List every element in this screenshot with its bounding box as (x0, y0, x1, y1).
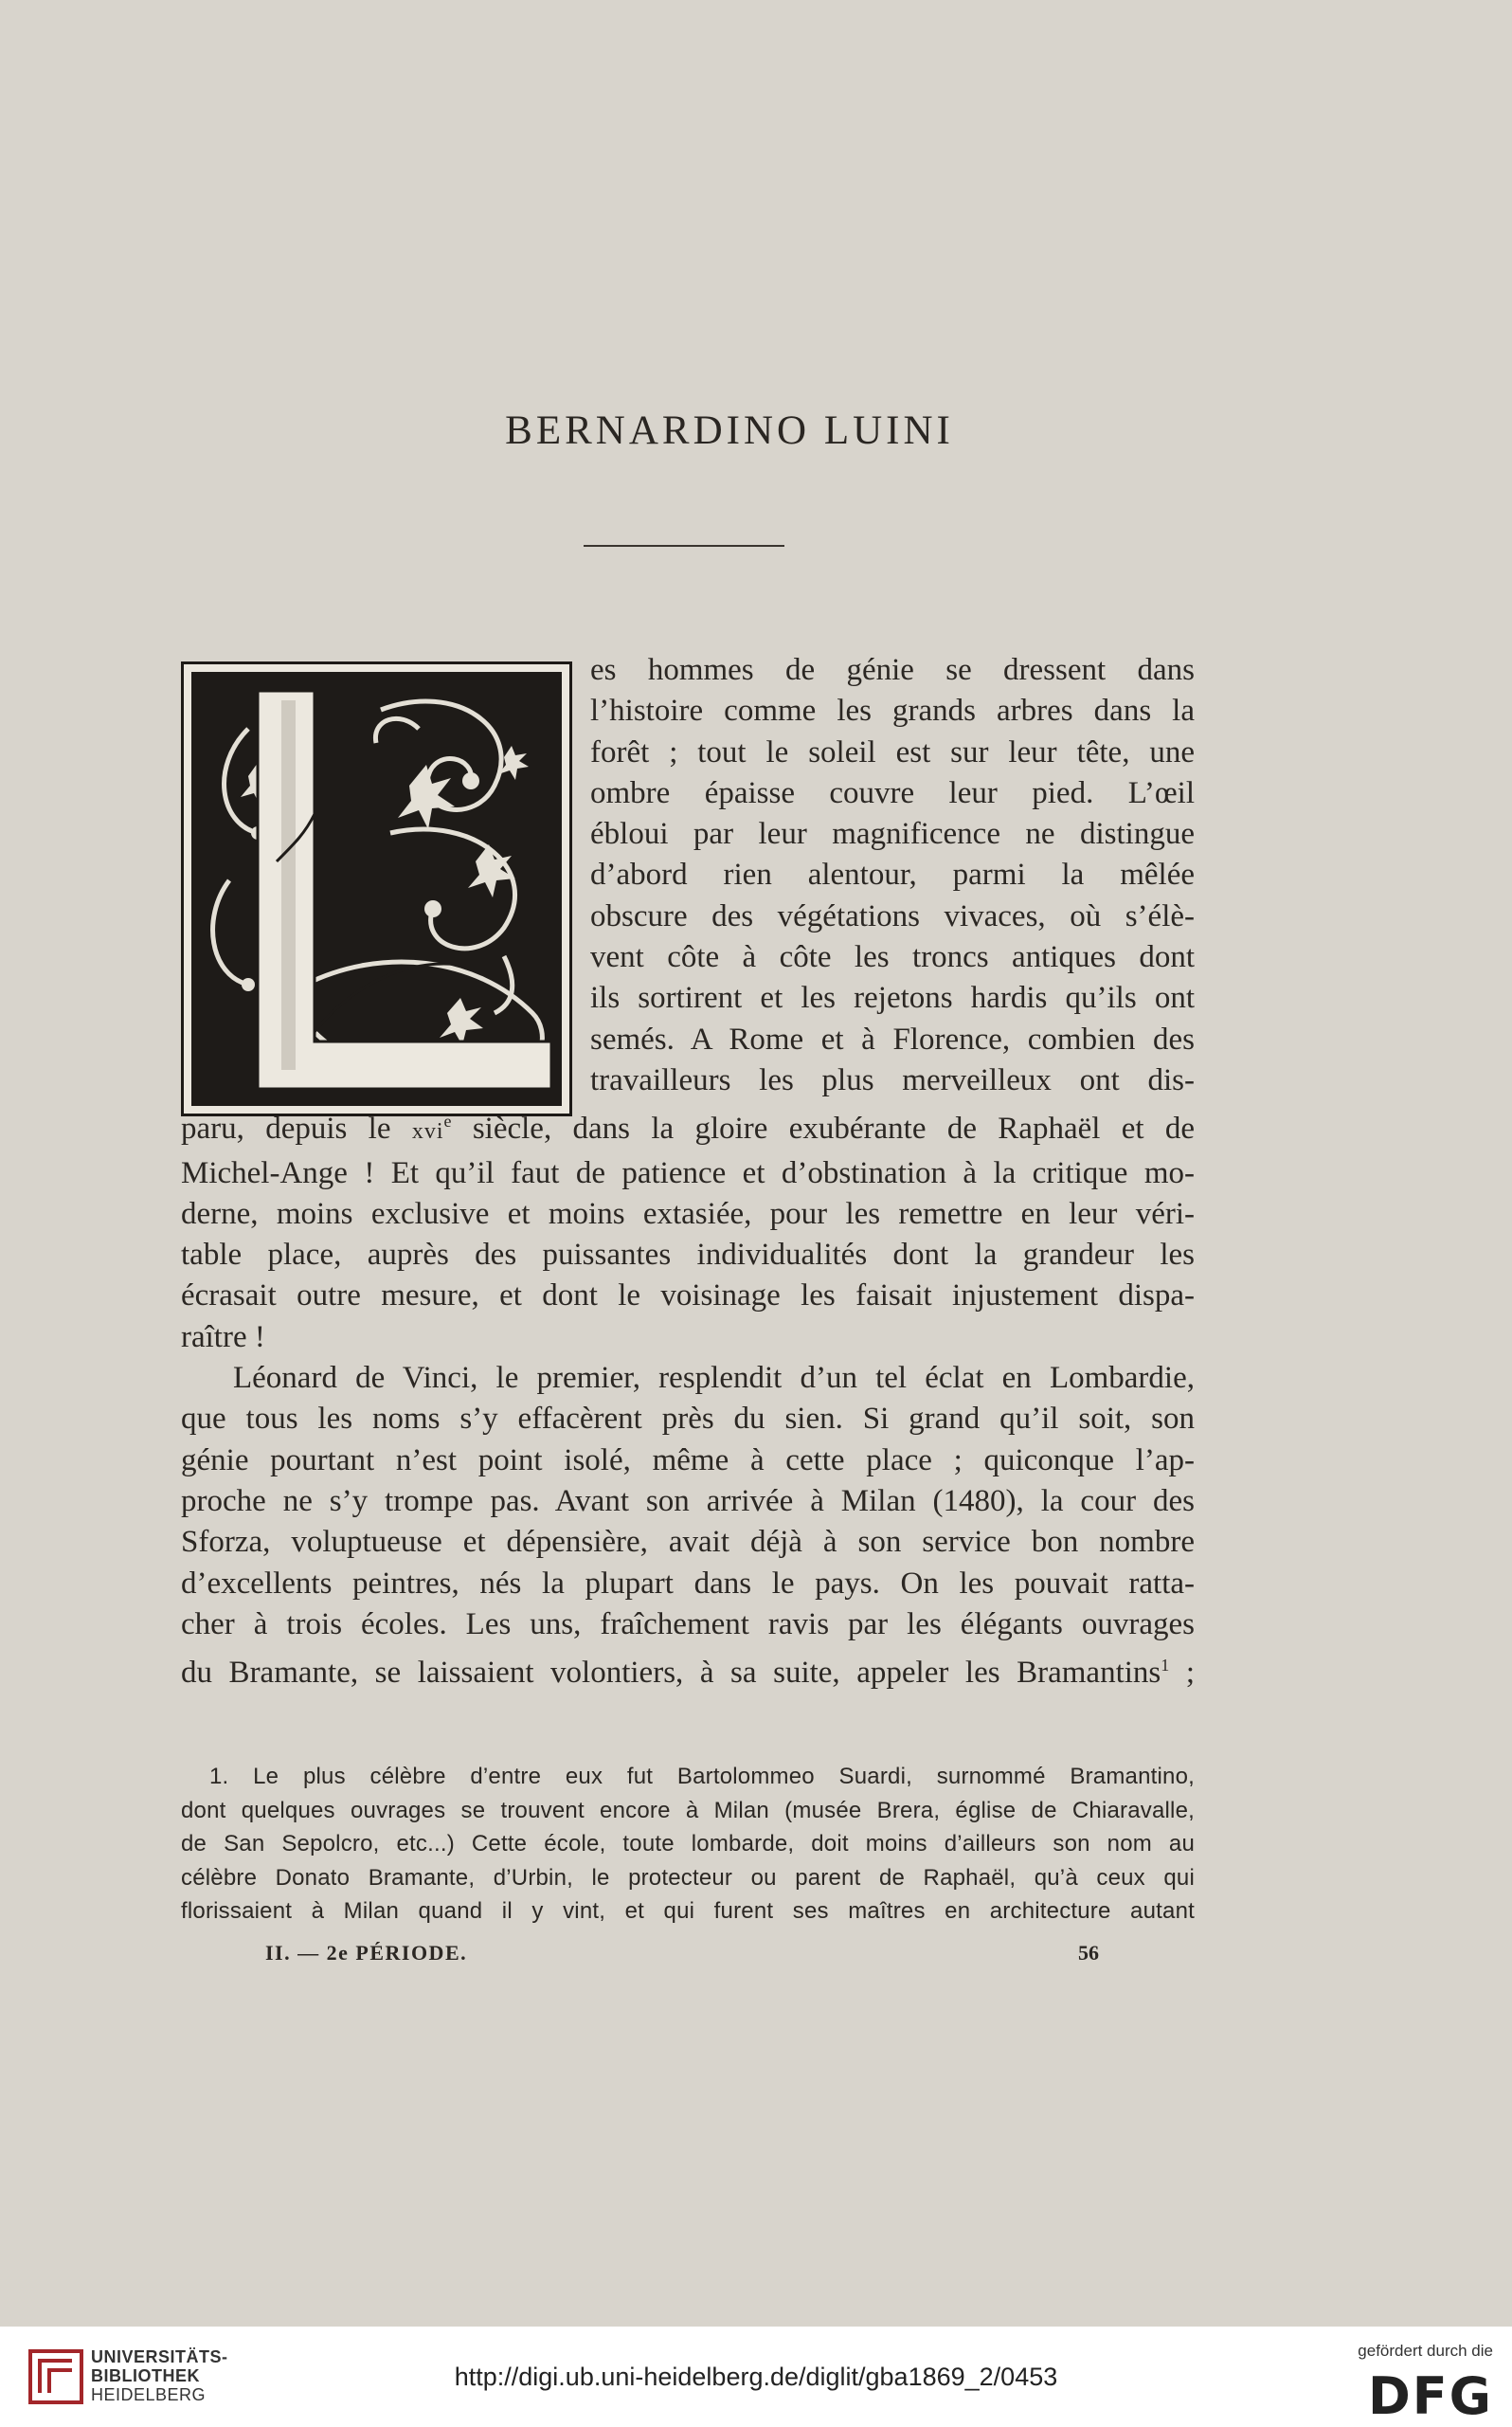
text-line: Michel-Ange ! Et qu’il faut de patience et d’obstination à la critique mo- (181, 1155, 1195, 1190)
footnote-line: dont quelques ouvrages se trouvent encore à Milan (musée Brera, église de Chiaravalle, (181, 1797, 1195, 1823)
text-line: vent côte à côte les troncs antiques dont (590, 940, 1195, 975)
text-line: proche ne s’y trompe pas. Avant son arrivée à Milan (1480), la cour des (181, 1483, 1195, 1518)
text-line: génie pourtant n’est point isolé, même à cette place ; quiconque l’ap- (181, 1442, 1195, 1477)
text-line: cher à trois écoles. Les uns, fraîchement ravis par les élégants ouvrages (181, 1606, 1195, 1641)
text-line: travailleurs les plus merveilleux ont dis- (590, 1062, 1195, 1097)
dfg-logo: DFG (1367, 2366, 1493, 2426)
text-line (181, 1645, 1195, 1693)
footnote-line: célèbre Donato Bramante, d’Urbin, le protecteur ou parent de Raphaël, qu’à ceux qui (181, 1864, 1195, 1891)
permalink-url[interactable]: http://digi.ub.uni-heidelberg.de/diglit/gba1869_2/0453 (454, 2363, 1058, 2391)
footnote-line: de San Sepolcro, etc...) Cette école, toute lombarde, doit moins d’ailleurs son nom au (181, 1831, 1195, 1856)
article-title: BERNARDINO LUINI (505, 408, 954, 453)
text-fragment: paru, depuis le (181, 1112, 412, 1147)
footnote-line: 1. Le plus célèbre d’entre eux fut Bartolommeo Suardi, surnommé Bramantino, (209, 1764, 1195, 1789)
text-line: Léonard de Vinci, le premier, resplendit d’un tel éclat en Lombardie, (233, 1361, 1195, 1396)
footnote-line: florissaient à Milan quand il y vint, et qui furent ses maîtres en architecture autant (181, 1898, 1195, 1924)
text-line: obscure des végétations vivaces, où s’élè- (590, 898, 1195, 933)
text-line: ébloui par leur magnificence ne distingue (590, 817, 1195, 852)
text-line: semés. A Rome et à Florence, combien des (590, 1022, 1195, 1057)
text-line: derne, moins exclusive et moins extasiée, pour les remettre en leur véri- (181, 1196, 1195, 1231)
library-line: HEIDELBERG (91, 2385, 207, 2404)
footnotes (181, 1760, 1195, 1929)
title-rule (584, 545, 784, 547)
viewer-footer (0, 2327, 1512, 2427)
page-number: 56 (1078, 1941, 1099, 1965)
sponsor-label: gefördert durch die (1358, 2342, 1493, 2360)
text-line: ombre épaisse couvre leur pied. L’œil (590, 775, 1195, 810)
text-line: l’histoire comme les grands arbres dans la (590, 694, 1195, 729)
text-line: d’abord rien alentour, parmi la mêlée (590, 858, 1195, 893)
text-line: forêt ; tout le soleil est sur leur tête, une (590, 734, 1195, 770)
text-line: raître ! (181, 1319, 265, 1354)
text-fragment: ; (1169, 1656, 1195, 1691)
text-line: écrasait outre mesure, et dont le voisinage les faisait injustement dispa- (181, 1278, 1195, 1313)
text-line: Sforza, voluptueuse et dépensière, avait déjà à son service bon nombre (181, 1525, 1195, 1560)
text-line: table place, auprès des puissantes individualités dont la grandeur les (181, 1238, 1195, 1273)
text-line (181, 1101, 1195, 1152)
text-fragment: du Bramante, se laissaient volontiers, à sa suite, appeler les Bramantins (181, 1656, 1161, 1691)
period-label: II. — 2e PÉRIODE. (265, 1941, 468, 1965)
article-body (181, 650, 1195, 1693)
library-line: BIBLIOTHEK (91, 2366, 200, 2385)
text-line: d’excellents peintres, nés la plupart dans le pays. On les pouvait ratta- (181, 1566, 1195, 1601)
text-line: ils sortirent et les rejetons hardis qu’ils ont (590, 981, 1195, 1016)
text-line: es hommes de génie se dressent dans (590, 653, 1195, 687)
text-line: que tous les noms s’y effacèrent près du sien. Si grand qu’il soit, son (181, 1402, 1195, 1437)
superscript: e (443, 1112, 452, 1132)
library-line: UNIVERSITÄTS- (91, 2347, 228, 2366)
small-caps-century: xvi (411, 1119, 444, 1145)
footnote-ref: 1 (1161, 1656, 1170, 1675)
text-fragment: siècle, dans la gloire exubérante de Raphaël et de (451, 1112, 1196, 1147)
